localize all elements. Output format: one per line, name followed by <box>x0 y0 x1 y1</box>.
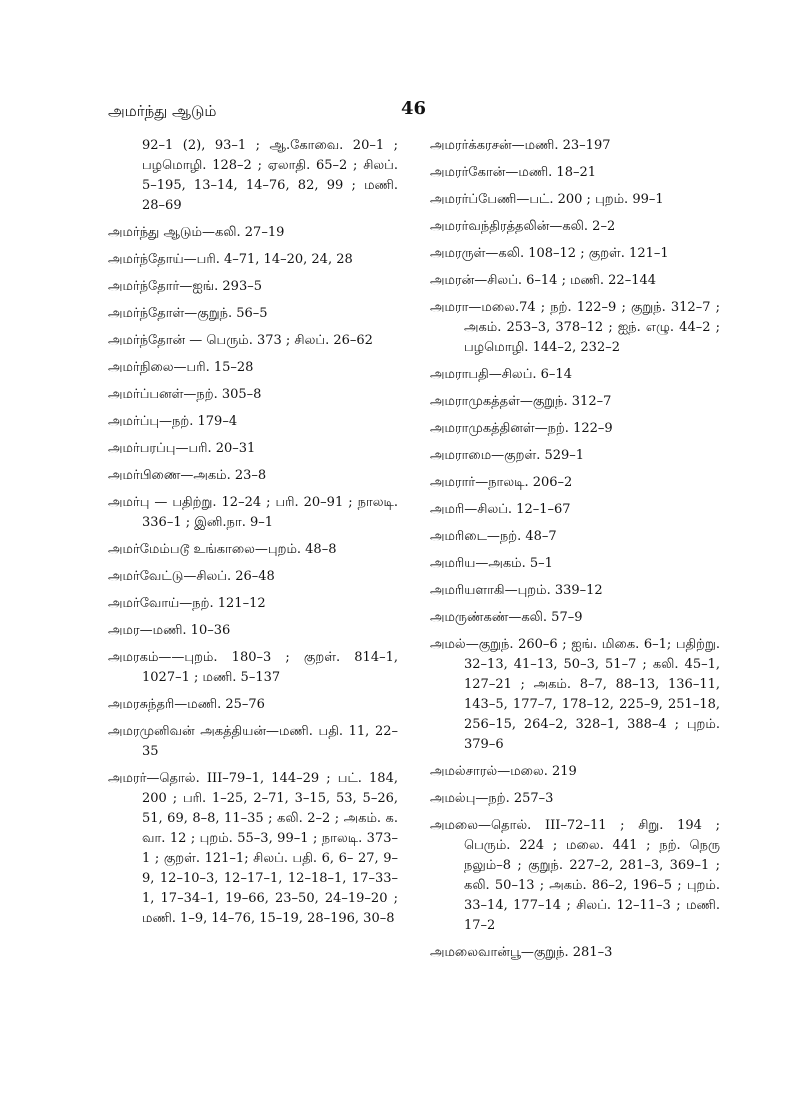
index-entry: அமரகம்——புறம். 180–3 ; குறள். 814–1, 1027–1 ; மணி. 5–137 <box>108 650 398 685</box>
index-entry: அமரன்—சிலப். 6–14 ; மணி. 22–144 <box>430 273 657 288</box>
index-entry: அமர்பரப்பு—பரி. 20–31 <box>108 441 256 456</box>
index-entry: அமராமுகத்தள்—குறுந். 312–7 <box>430 394 612 409</box>
right-column <box>430 136 720 970</box>
index-entry: அமராமுகத்தினள்—நற். 122–9 <box>430 421 613 436</box>
page-header <box>108 98 740 128</box>
index-entry: அமர்ந்தோர்—ஐங். 293–5 <box>108 279 262 294</box>
index-entry: அமலைவான்பூ—குறுந். 281–3 <box>430 945 613 960</box>
index-entry: அமர்ந்தோன் — பெரும். 373 ; சிலப். 26–62 <box>108 333 373 348</box>
index-entry: அமரர்க்கரசன்—மணி. 23–197 <box>430 138 611 153</box>
index-entry: அமரர்ப்பேணி—பட். 200 ; புறம். 99–1 <box>430 192 664 207</box>
index-entry: அமர்ந்தோள்—குறுந். 56–5 <box>108 306 268 321</box>
index-entry: அமர்ப்பு—நற். 179–4 <box>108 414 238 429</box>
index-entry: அமர்ந்து ஆடும்—கலி. 27–19 <box>108 225 285 240</box>
index-entry: 92–1 (2), 93–1 ; ஆ.கோவை. 20–1 ; பழமொழி. 128–2 ; ஏலாதி. 65–2 ; சிலப். 5–195, 13–14, 14–76, 82, 99 ; மணி. 28–69 <box>142 138 398 213</box>
index-entry: அமலை—தொல். III–72–11 ; சிறு. 194 ; பெரும். 224 ; மலை. 441 ; நற். நெரு நலும்–8 ; குறுந். 227–2, 281–3, 369–1 ; கலி. 50–13 ; அகம். 86–2, 196–5 ; புறம். 33–14, 177–14 ; சிலப். 12–11–3 ; மணி. 17–2 <box>430 818 720 933</box>
running-head: அமர்ந்து ஆடும் <box>108 102 217 120</box>
index-entry: அமரருள்—கலி. 108–12 ; குறள். 121–1 <box>430 246 669 261</box>
index-entry: அமரா—மலை.74 ; நற். 122–9 ; குறுந். 312–7 ; அகம். 253–3, 378–12 ; ஐந். எழு. 44–2 ; பழமொழி. 144–2, 232–2 <box>430 300 720 355</box>
index-entry: அமரர்வந்திரத்தலின்—கலி. 2–2 <box>430 219 616 234</box>
index-entry: அமரி—சிலப். 12–1–67 <box>430 502 571 517</box>
left-column <box>108 136 398 936</box>
index-entry: அமரமுனிவன் அகத்தியன்—மணி. பதி. 11, 22–35 <box>108 724 398 759</box>
index-entry: அமர்நிலை—பரி. 15–28 <box>108 360 254 375</box>
page-number: 46 <box>401 98 427 119</box>
index-entry: அமர்ந்தோய்—பரி. 4–71, 14–20, 24, 28 <box>108 252 353 267</box>
index-entry: அமர்பிணை—அகம். 23–8 <box>108 468 267 483</box>
index-entry: அமர்பு — பதிற்று. 12–24 ; பரி. 20–91 ; நாலடி. 336–1 ; இனி.நா. 9–1 <box>108 495 398 530</box>
index-entry: அமர—மணி. 10–36 <box>108 623 231 638</box>
index-entry: அமர்மேம்படூ உங்காலை—புறம். 48–8 <box>108 542 337 557</box>
index-entry: அமரியளாகி—புறம். 339–12 <box>430 583 603 598</box>
index-entry: அமர்வோய்—நற். 121–12 <box>108 596 266 611</box>
index-entry: அமரிய—அகம். 5–1 <box>430 556 553 571</box>
index-entry: அமராபதி—சிலப். 6–14 <box>430 367 572 382</box>
index-entry: அமரசுந்தரி—மணி. 25–76 <box>108 697 265 712</box>
index-entry: அமல்—குறுந். 260–6 ; ஐங். மிகை. 6–1; பதிற்று. 32–13, 41–13, 50–3, 51–7 ; கலி. 45–1, 127–21 ; அகம். 8–7, 88–13, 136–11, 143–5, 177–7, 178–12, 225–9, 251–18, 256–15, 264–2, 328–1, 388–4 ; புறம். 379–6 <box>430 637 720 752</box>
index-entry: அமர்ப்பனள்—நற். 305–8 <box>108 387 262 402</box>
index-entry: அமரிடை—நற். 48–7 <box>430 529 557 544</box>
index-entry: அமராமை—குறள். 529–1 <box>430 448 585 463</box>
index-entry: அமரார்—நாலடி. 206–2 <box>430 475 573 490</box>
index-entry: அமரர்கோன்—மணி. 18–21 <box>430 165 597 180</box>
index-entry: அமர்வேட்டு—சிலப். 26–48 <box>108 569 275 584</box>
index-entry: அமருண்கண்—கலி. 57–9 <box>430 610 583 625</box>
index-entry: அமல்பு—நற். 257–3 <box>430 791 554 806</box>
index-entry: அமல்சாரல்—மலை. 219 <box>430 764 577 779</box>
index-entry: அமரர்—தொல். III–79–1, 144–29 ; பட். 184, 200 ; பரி. 1–25, 2–71, 3–15, 53, 5–26, 51, 69, 8–8, 11–35 ; கலி. 2–2 ; அகம். க. வா. 12 ; புறம். 55–3, 99–1 ; நாலடி. 373–1 ; குறள். 121–1; சிலப். பதி. 6, 6– 27, 9–9, 12–10–3, 12–17–1, 12–18–1, 17–33–1, 17–34–1, 19–66, 23–50, 24–19–20 ; மணி. 1–9, 14–76, 15–19, 28–196, 30–8 <box>108 771 398 926</box>
